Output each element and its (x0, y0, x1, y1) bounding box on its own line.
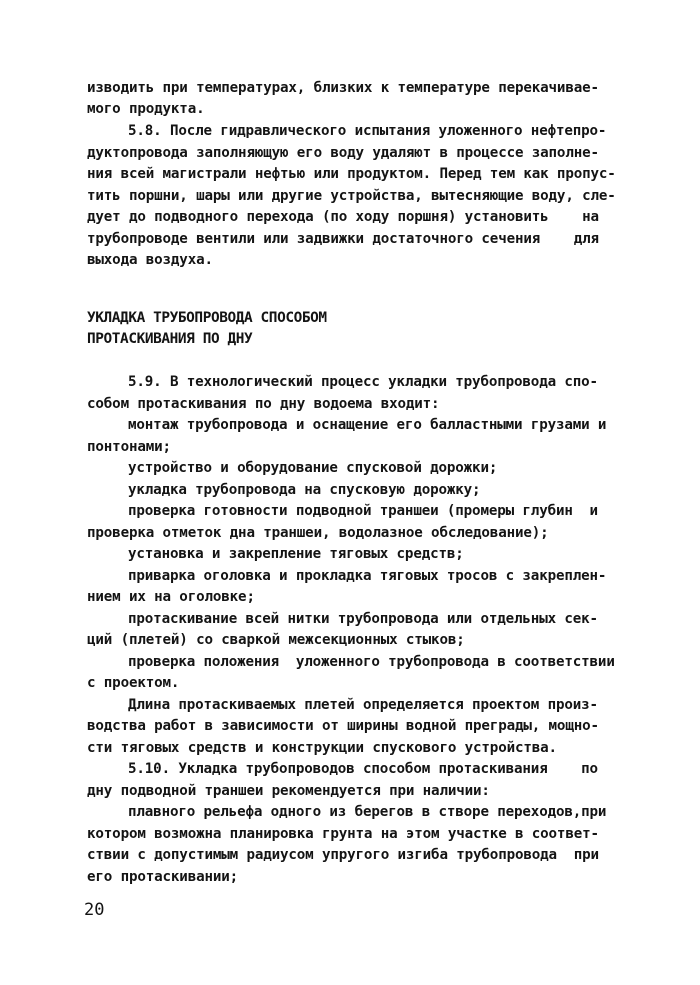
paragraph-5-8-line: дует до подводного перехода (по ходу поршня) установить на (87, 209, 599, 225)
list-item-line: ствии с допустимым радиусом упругого изгиба трубопровода при (87, 847, 599, 863)
list-item-line: его протаскивании; (87, 869, 239, 885)
list-item-line: ций (плетей) со сваркой межсекционных стыков; (87, 632, 465, 648)
list-item-line: протаскивание всей нитки трубопровода или отдельных сек- (128, 611, 598, 627)
paragraph-5-9-line: 5.9. В технологический процесс укладки трубопровода спо- (128, 374, 598, 390)
paragraph-5-8-line: трубопроводе вентили или задвижки достаточного сечения для (87, 231, 599, 247)
paragraph-5-10-line: дну подводной траншеи рекомендуется при наличии: (87, 783, 490, 799)
paragraph-5-8-line: дуктопровода заполняющую его воду удаляют в процессе заполне- (87, 145, 599, 161)
list-item-line: нием их на оголовке; (87, 589, 255, 605)
paragraph-continuation-line: мого продукта. (87, 101, 205, 117)
paragraph-length-line: водства работ в зависимости от ширины водной преграды, мощно- (87, 718, 599, 734)
page-number: 20 (84, 900, 105, 920)
section-heading-line: ПРОТАСКИВАНИЯ ПО ДНУ (87, 331, 253, 347)
list-item-line: котором возможна планировка грунта на этом участке в соответ- (87, 826, 599, 842)
list-item-line: укладка трубопровода на спусковую дорожку; (128, 482, 481, 498)
list-item-line: проверка отметок дна траншеи, водолазное обследование); (87, 525, 549, 541)
list-item-line: монтаж трубопровода и оснащение его балластными грузами и (128, 417, 607, 433)
paragraph-5-8-line: 5.8. После гидравлического испытания уложенного нефтепро- (128, 123, 607, 139)
paragraph-length-line: сти тяговых средств и конструкции спускового устройства. (87, 740, 557, 756)
section-heading-line: УКЛАДКА ТРУБОПРОВОДА СПОСОБОМ (87, 310, 327, 326)
paragraph-5-8-line: ния всей магистрали нефтью или продуктом. Перед тем как пропус- (87, 166, 616, 182)
paragraph-length-line: Длина протаскиваемых плетей определяется проектом произ- (128, 697, 598, 713)
list-item-line: устройство и оборудование спусковой дорожки; (128, 460, 498, 476)
list-item-line: проверка положения уложенного трубопровода в соответствии (128, 654, 615, 670)
list-item-line: приварка оголовка и прокладка тяговых тросов с закреплен- (128, 568, 607, 584)
paragraph-5-9-line: собом протаскивания по дну водоема входит: (87, 396, 440, 412)
paragraph-5-8-line: выхода воздуха. (87, 252, 213, 268)
list-item-line: плавного рельефа одного из берегов в створе переходов,при (128, 804, 607, 820)
list-item-line: установка и закрепление тяговых средств; (128, 546, 464, 562)
list-item-line: с проектом. (87, 675, 180, 691)
paragraph-continuation-line: изводить при температурах, близких к температуре перекачивае- (87, 80, 599, 96)
list-item-line: понтонами; (87, 439, 171, 455)
list-item-line: проверка готовности подводной траншеи (промеры глубин и (128, 503, 598, 519)
paragraph-5-10-line: 5.10. Укладка трубопроводов способом протаскивания по (128, 761, 598, 777)
paragraph-5-8-line: тить поршни, шары или другие устройства, вытесняющие воду, сле- (87, 188, 616, 204)
